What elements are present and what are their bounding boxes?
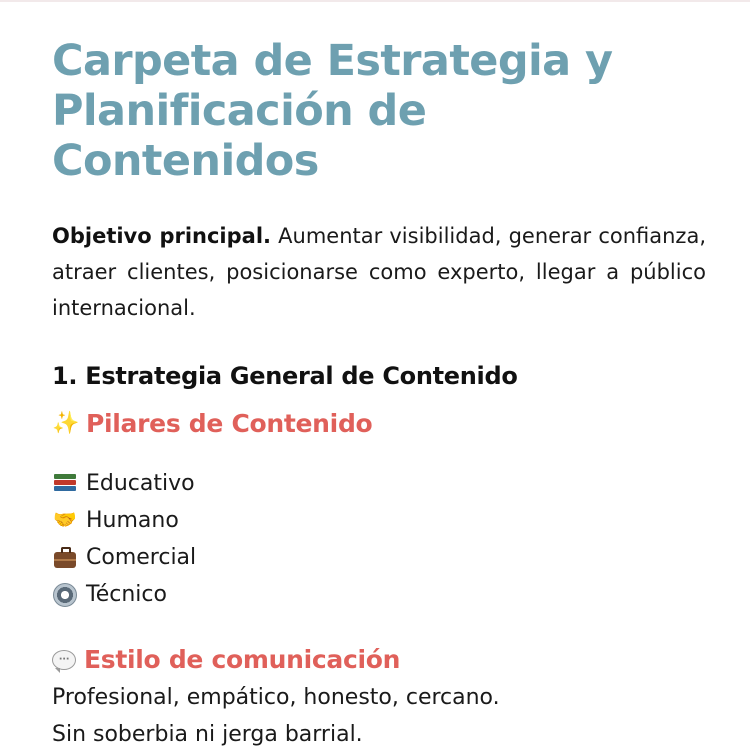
gear-icon <box>52 582 78 608</box>
speech-bubble-icon: ··· <box>52 650 76 670</box>
pillars-heading-row <box>52 407 706 441</box>
list-item <box>52 539 706 576</box>
sparkles-icon: ✨ <box>52 411 80 436</box>
communication-line: Profesional, empático, honesto, cercano. <box>52 685 500 710</box>
communication-heading: Estilo de comunicación <box>84 645 401 674</box>
briefcase-icon <box>52 545 78 571</box>
pillar-label: Comercial <box>86 545 197 570</box>
section-heading: 1. Estrategia General de Contenido <box>52 362 518 390</box>
document-page <box>52 36 706 753</box>
communication-heading-row <box>52 643 706 677</box>
list-item <box>52 576 706 613</box>
communication-text <box>52 679 706 753</box>
list-item <box>52 465 706 502</box>
top-divider <box>0 0 750 2</box>
pillar-label: Educativo <box>86 471 195 496</box>
pillars-list <box>52 465 706 613</box>
pillars-heading: Pilares de Contenido <box>86 409 373 438</box>
objective-text: Aumentar visibilidad, generar confianza, atraer clientes, posicionarse como experto, llegar a público internacional. <box>52 224 706 320</box>
pillar-label: Humano <box>86 508 179 533</box>
communication-line: Sin soberbia ni jerga barrial. <box>52 722 363 747</box>
list-item <box>52 502 706 539</box>
pillar-label: Técnico <box>86 582 167 607</box>
objective-paragraph <box>52 218 706 326</box>
handshake-icon: 🤝 <box>53 509 77 531</box>
page-title: Carpeta de Estrategia y Planificación de Contenidos <box>52 36 613 186</box>
objective-label: Objetivo principal. <box>52 224 272 248</box>
books-icon <box>52 471 78 497</box>
